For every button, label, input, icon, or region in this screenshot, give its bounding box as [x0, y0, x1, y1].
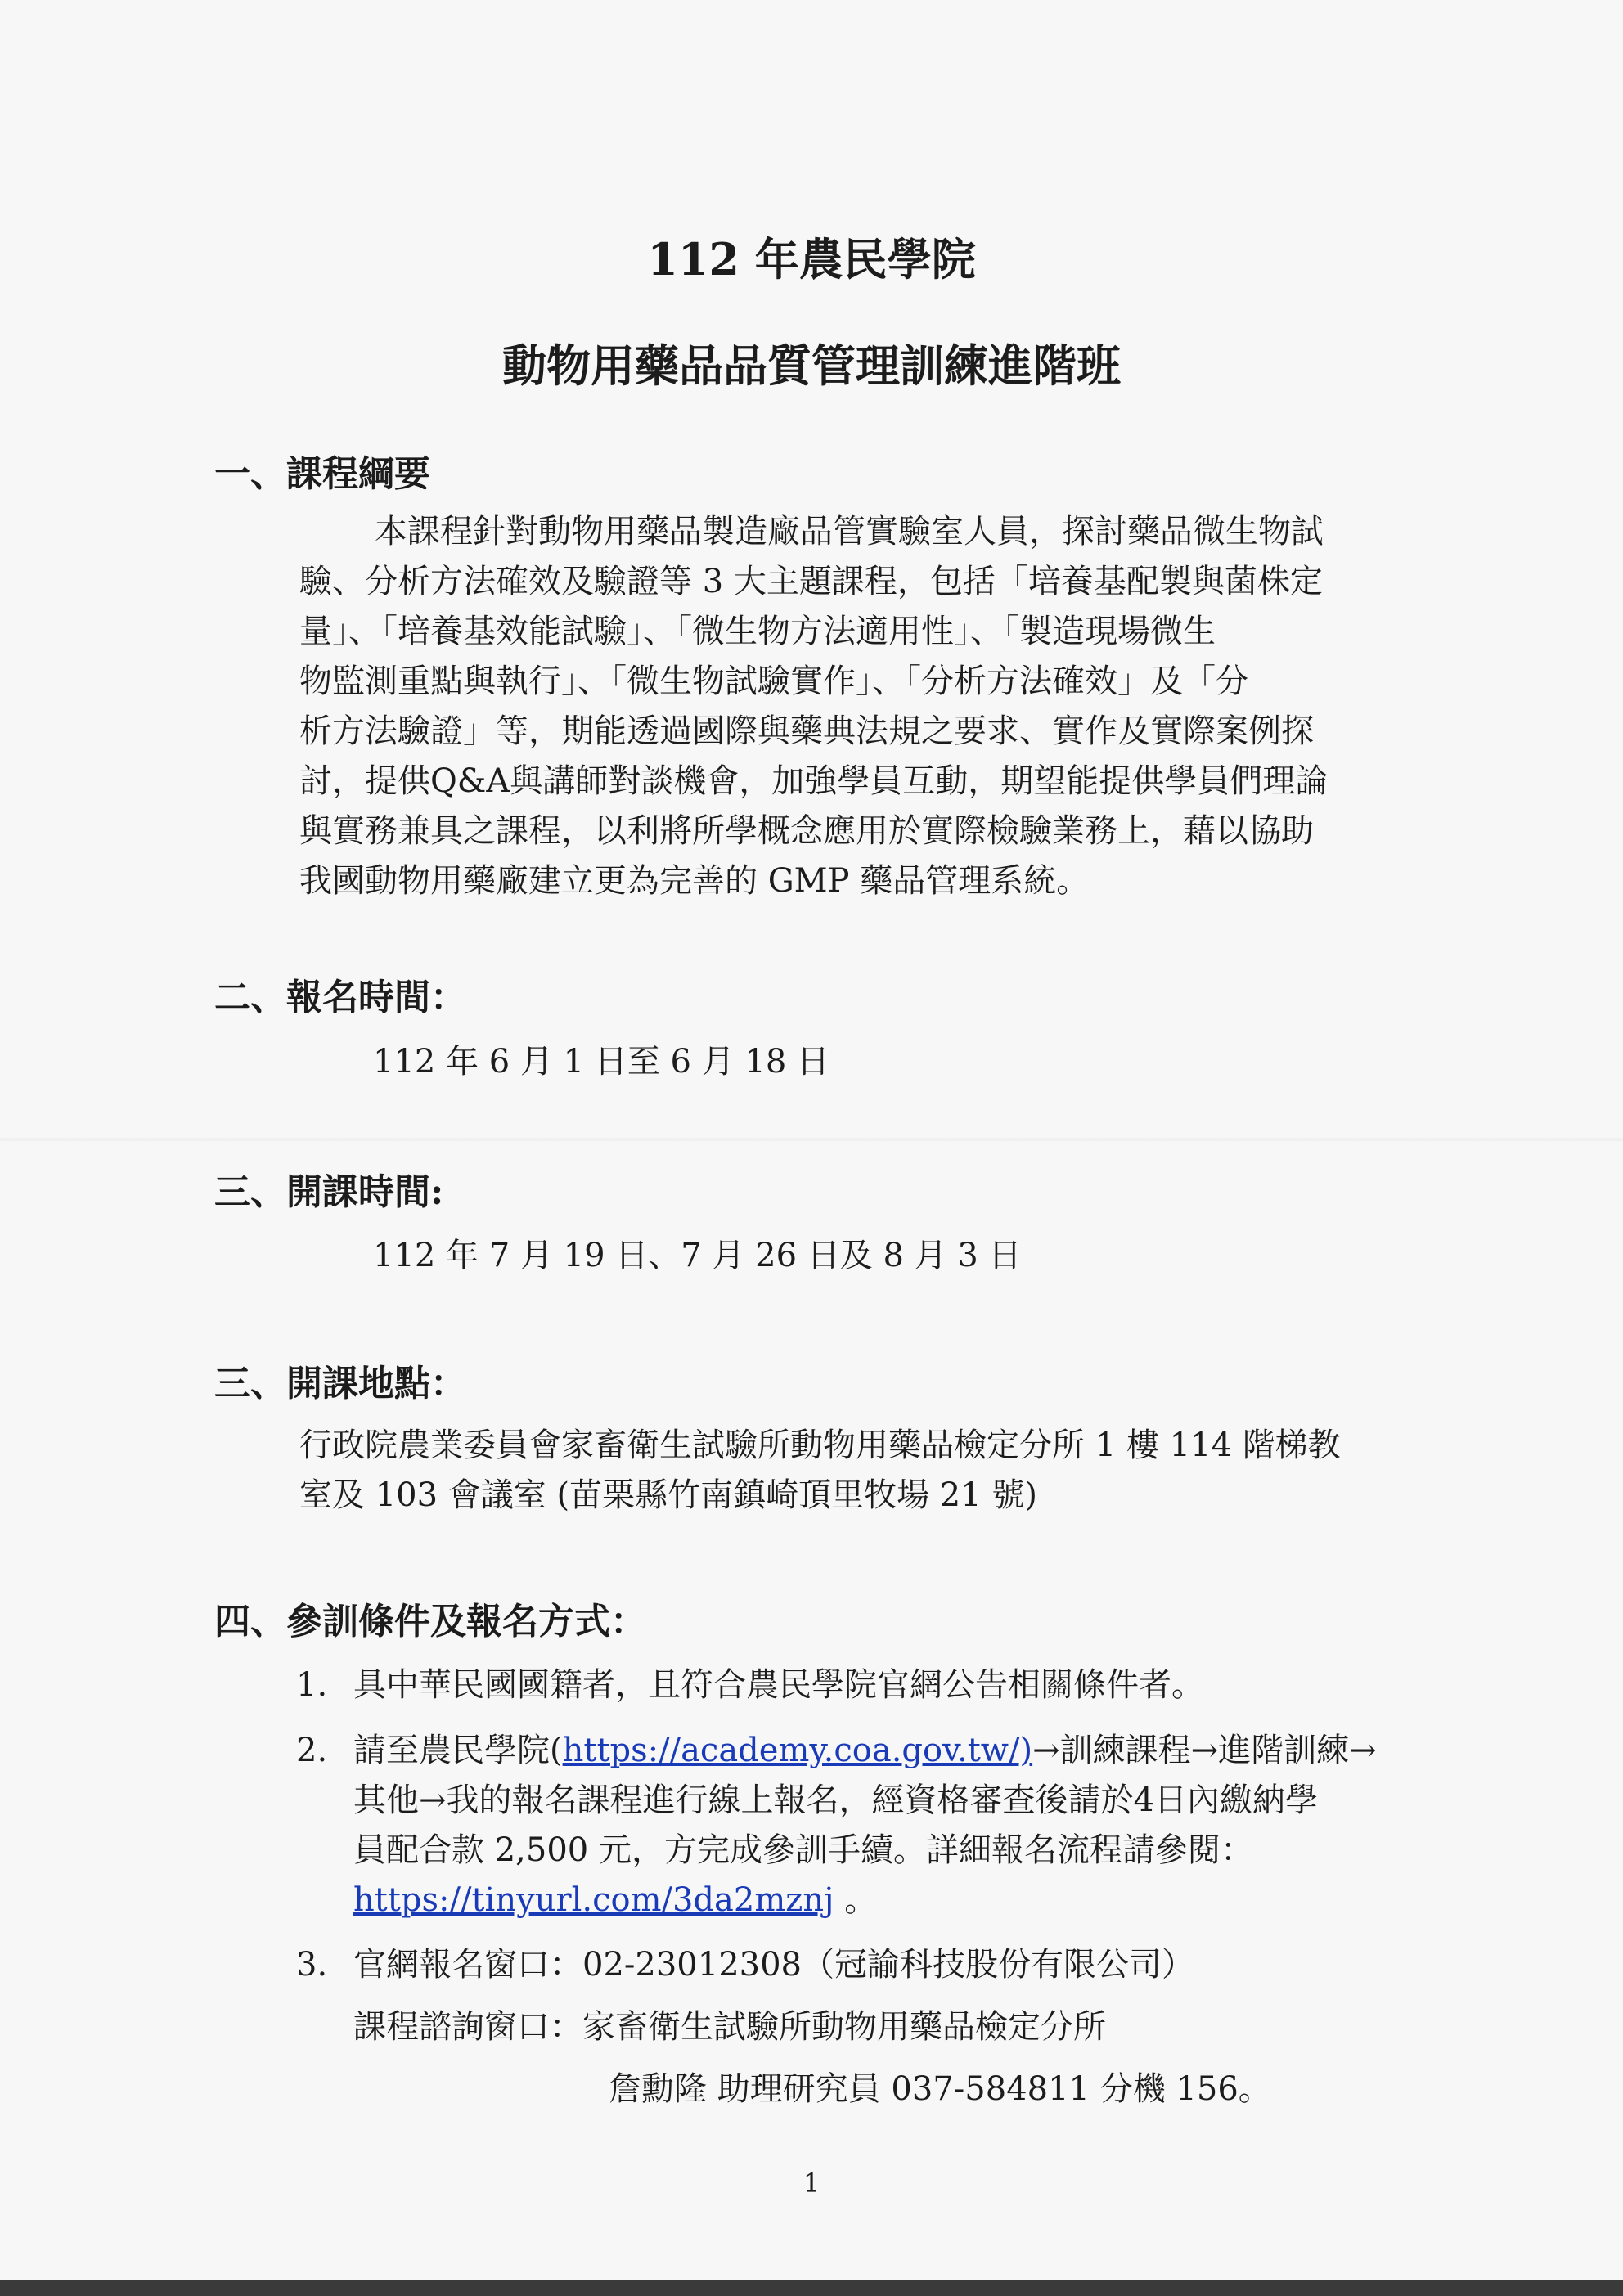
- outline-line: 本課程針對動物用藥品製造廠品管實驗室人員，探討藥品微生物試: [375, 513, 1324, 550]
- academy-link[interactable]: https://academy.coa.gov.tw/): [562, 1732, 1033, 1769]
- outline-line: 析方法驗證」等，期能透過國際與藥典法規之要求、實作及實際案例探: [299, 712, 1314, 750]
- registration-contact: 官網報名窗口：02-23012308（冠諭科技股份有限公司）: [353, 1946, 1195, 1984]
- section-outline-heading: 一、課程綱要: [214, 453, 430, 495]
- location-line: 行政院農業委員會家畜衛生試驗所動物用藥品檢定分所 1 樓 114 階梯教: [299, 1427, 1341, 1464]
- condition-item-2-line-1: [353, 1726, 1377, 1776]
- outline-line: 與實務兼具之課程，以利將所學概念應用於實際檢驗業務上，藉以協助: [299, 812, 1314, 850]
- consult-person: 詹勳隆 助理研究員 037-584811 分機 156。: [609, 2070, 1271, 2108]
- consult-contact: 課程諮詢窗口：家畜衛生試驗所動物用藥品檢定分所: [353, 2008, 1106, 2046]
- document-title: 112 年農民學院: [647, 233, 976, 285]
- condition-item-2-line-4: [353, 1876, 877, 1925]
- scan-edge: [0, 2280, 1623, 2296]
- list-number: 1.: [296, 1666, 328, 1704]
- outline-line: 物監測重點與執行」、「微生物試驗實作」、「分析方法確效」及「分: [299, 663, 1248, 700]
- course-dates: 112 年 7 月 19 日、7 月 26 日及 8 月 3 日: [373, 1237, 1022, 1274]
- outline-line: 我國動物用藥廠建立更為完善的 GMP 藥品管理系統。: [299, 862, 1090, 900]
- page-number: 1: [803, 2168, 820, 2199]
- outline-line: 量」、「培養基效能試驗」、「微生物方法適用性」、「製造現場微生: [299, 613, 1216, 650]
- item-2-end: 。: [834, 1881, 878, 1919]
- list-number: 2.: [296, 1732, 328, 1769]
- item-2-path: →訓練課程→進階訓練→: [1032, 1732, 1377, 1769]
- section-location-heading: 三、開課地點：: [214, 1363, 466, 1404]
- condition-item-2-line-3: 員配合款 2,500 元，方完成參訓手續。詳細報名流程請參閱：: [353, 1831, 1253, 1869]
- list-number: 3.: [296, 1946, 328, 1984]
- paper-fold: [0, 1137, 1623, 1142]
- section-course-time-heading: 三、開課時間:: [214, 1171, 444, 1213]
- item-2-prefix: 請至農民學院(: [353, 1732, 563, 1769]
- condition-item-2-line-2: 其他→我的報名課程進行線上報名，經資格審查後請於4日內繳納學: [353, 1782, 1318, 1819]
- outline-line: 驗、分析方法確效及驗證等 3 大主題課程，包括「培養基配製與菌株定: [299, 563, 1323, 600]
- location-line: 室及 103 會議室 (苗栗縣竹南鎮崎頂里牧場 21 號): [299, 1476, 1038, 1514]
- section-registration-heading: 二、報名時間：: [214, 977, 466, 1018]
- outline-line: 討，提供Q&A與講師對談機會，加強學員互動，期望能提供學員們理論: [299, 762, 1329, 800]
- section-conditions-heading: 四、參訓條件及報名方式：: [214, 1601, 646, 1642]
- registration-dates: 112 年 6 月 1 日至 6 月 18 日: [373, 1043, 830, 1081]
- condition-item-1: 具中華民國國籍者，且符合農民學院官網公告相關條件者。: [353, 1666, 1204, 1704]
- document-subtitle: 動物用藥品品質管理訓練進階班: [502, 339, 1121, 392]
- tinyurl-link[interactable]: https://tinyurl.com/3da2mznj: [353, 1881, 834, 1919]
